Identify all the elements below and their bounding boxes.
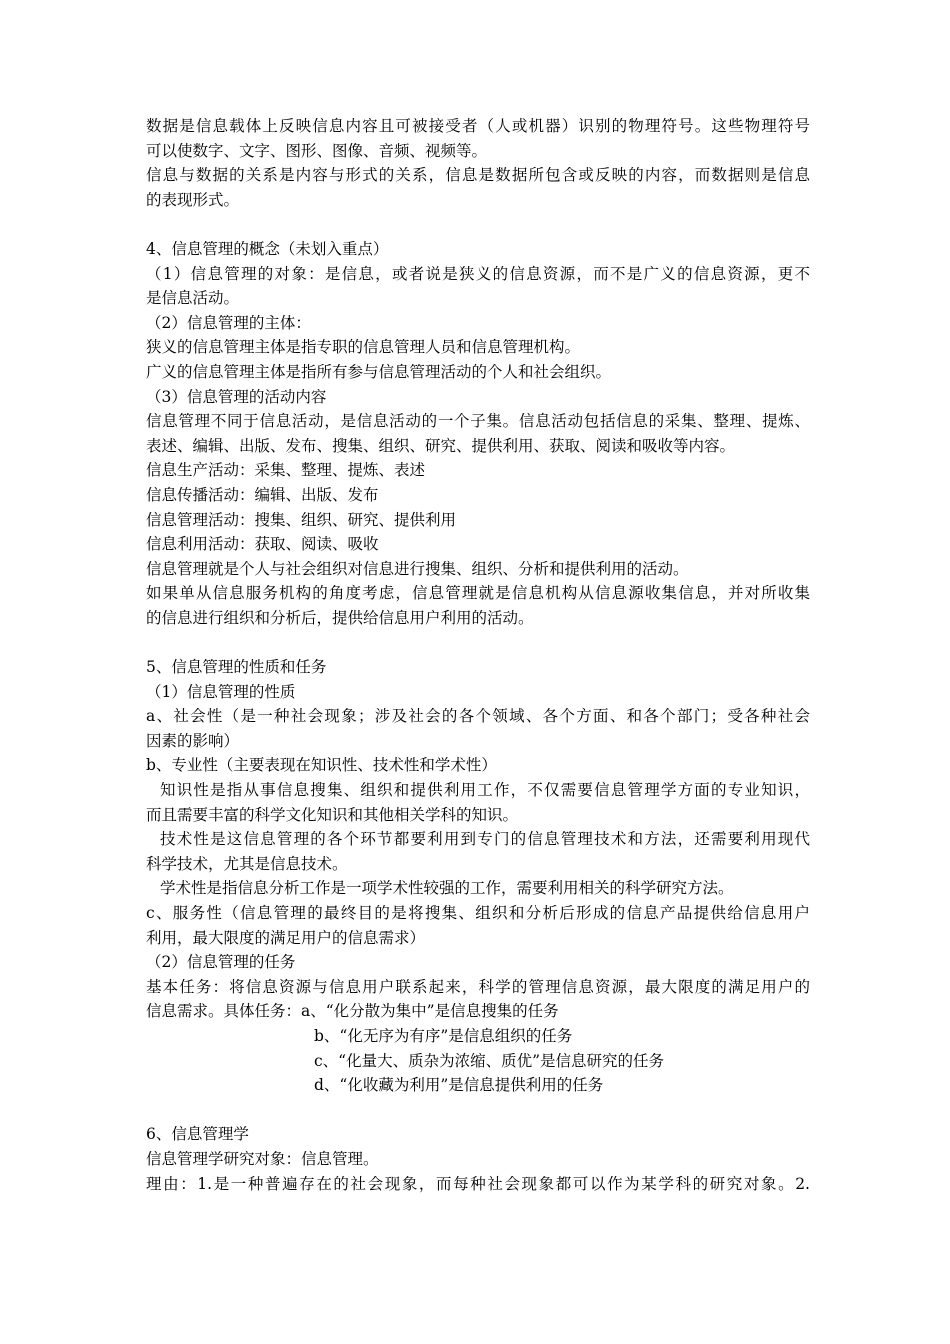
- text-line: 科学技术，尤其是信息技术。: [146, 854, 348, 873]
- blank-line: [146, 212, 810, 237]
- blank-line: [146, 1098, 810, 1123]
- task-item: d、“化收藏为利用”是信息提供利用的任务: [314, 1076, 604, 1095]
- text-line: 如果单从信息服务机构的角度考虑，信息管理就是信息机构从信息源收集信息，并对所收集: [146, 584, 810, 603]
- text-line: 信息管理学研究对象：信息管理。: [146, 1149, 379, 1168]
- blank-line: [146, 630, 810, 655]
- text-line: 的信息进行组织和分析后，提供给信息用户利用的活动。: [146, 608, 534, 627]
- text-line: 而且需要丰富的科学文化知识和其他相关学科的知识。: [146, 805, 519, 824]
- text-line: 信息管理活动：搜集、组织、研究、提供利用: [146, 510, 457, 529]
- section-heading: 6、信息管理学: [146, 1125, 249, 1144]
- text-line: 表述、编辑、出版、发布、搜集、组织、研究、提供利用、获取、阅读和吸收等内容。: [146, 436, 736, 455]
- text-line: 信息管理不同于信息活动，是信息活动的一个子集。信息活动包括信息的采集、整理、提炼、: [146, 412, 810, 431]
- subsection-heading: （2）信息管理的主体：: [146, 313, 311, 332]
- text-line: 利用，最大限度的满足用户的信息需求）: [146, 928, 426, 947]
- text-line: 信息管理就是个人与社会组织对信息进行搜集、组织、分析和提供利用的活动。: [146, 559, 689, 578]
- text-line: 知识性是指从事信息搜集、组织和提供利用工作，不仅需要信息管理学方面的专业知识，: [160, 781, 810, 800]
- text-line: 广义的信息管理主体是指所有参与信息管理活动的个人和社会组织。: [146, 362, 612, 381]
- text-line: 技术性是这信息管理的各个环节都要利用到专门的信息管理技术和方法，还需要利用现代: [160, 830, 810, 849]
- text-line: 的表现形式。: [146, 190, 240, 209]
- text-line: 基本任务：将信息资源与信息用户联系起来，科学的管理信息资源，最大限度的满足用户的: [146, 977, 810, 996]
- text-line: （1）信息管理的对象：是信息，或者说是狭义的信息资源，而不是广义的信息资源，更不: [146, 264, 810, 283]
- text-line: a、社会性（是一种社会现象；涉及社会的各个领域、各个方面、和各个部门；受各种社会: [146, 707, 810, 726]
- text-line: 狭义的信息管理主体是指专职的信息管理人员和信息管理机构。: [146, 338, 581, 357]
- subsection-heading: （3）信息管理的活动内容: [146, 387, 327, 406]
- text-line: 信息需求。具体任务：a、“化分散为集中”是信息搜集的任务: [146, 1002, 559, 1021]
- document-page: [146, 114, 810, 1196]
- subsection-heading: （2）信息管理的任务: [146, 953, 296, 972]
- text-line: 因素的影响）: [146, 731, 240, 750]
- text-line: 信息传播活动：编辑、出版、发布: [146, 485, 379, 504]
- text-line: c、服务性（信息管理的最终目的是将搜集、组织和分析后形成的信息产品提供给信息用户: [146, 904, 810, 922]
- text-line: 学术性是指信息分析工作是一项学术性较强的工作，需要利用相关的科学研究方法。: [160, 879, 734, 898]
- text-line: 可以使数字、文字、图形、图像、音频、视频等。: [146, 141, 488, 160]
- text-line: 信息与数据的关系是内容与形式的关系，信息是数据所包含或反映的内容，而数据则是信息: [146, 166, 810, 185]
- task-item: c、“化量大、质杂为浓缩、质优”是信息研究的任务: [314, 1051, 665, 1070]
- text-line: 数据是信息载体上反映信息内容且可被接受者（人或机器）识别的物理符号。这些物理符号: [146, 117, 810, 135]
- task-item: b、“化无序为有序”是信息组织的任务: [314, 1026, 573, 1045]
- section-heading: 5、信息管理的性质和任务: [146, 658, 327, 677]
- section-heading: 4、信息管理的概念（未划入重点）: [146, 239, 389, 258]
- text-line: 理由：1.是一种普遍存在的社会现象，而每种社会现象都可以作为某学科的研究对象。2.: [146, 1174, 810, 1193]
- text-line: 信息利用活动：获取、阅读、吸收: [146, 535, 379, 554]
- text-line: 信息生产活动：采集、整理、提炼、表述: [146, 461, 426, 480]
- text-line: 是信息活动。: [146, 289, 240, 308]
- subsection-heading: （1）信息管理的性质: [146, 682, 296, 701]
- text-line: b、专业性（主要表现在知识性、技术性和学术性）: [146, 756, 497, 775]
